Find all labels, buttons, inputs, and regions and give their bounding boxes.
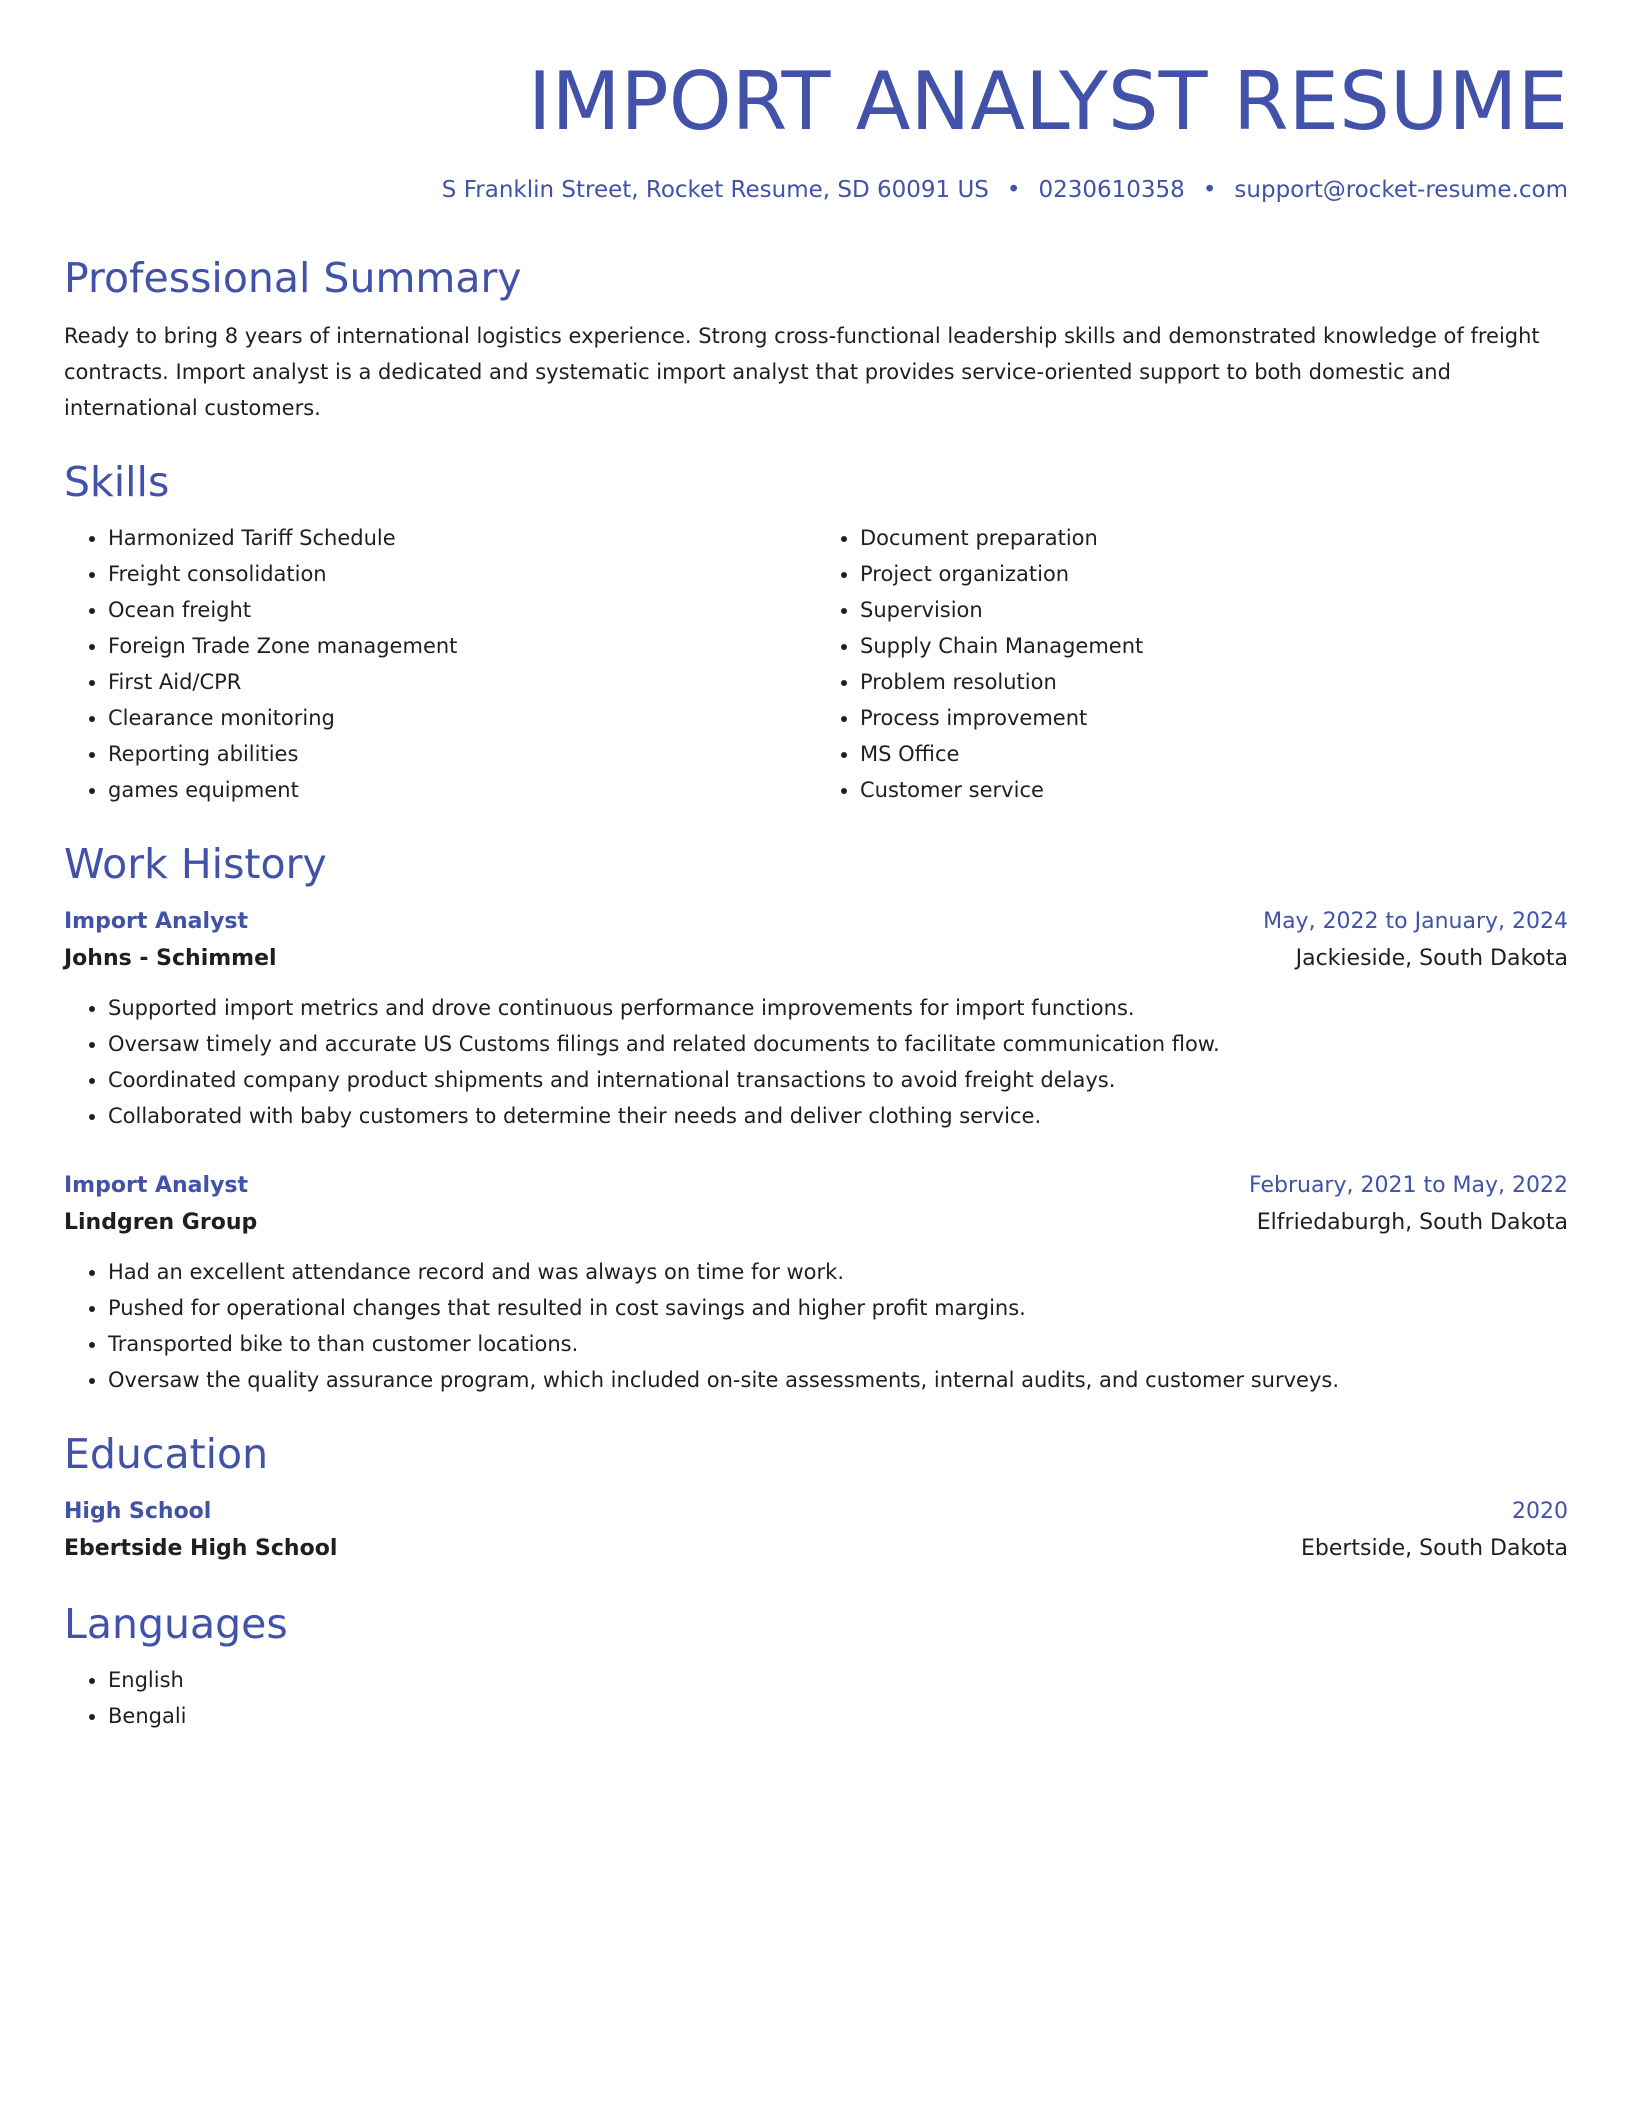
job-bullet: • Oversaw timely and accurate US Customs filings and related documents to facilitate communication flow. <box>108 1026 1568 1062</box>
job-bullet: • Transported bike to than customer locations. <box>108 1326 1568 1362</box>
job-company: Lindgren Group <box>64 1210 258 1235</box>
job-title-row <box>64 1168 1568 1204</box>
job-bullet: • Coordinated company product shipments and international transactions to avoid freight delays. <box>108 1062 1568 1098</box>
skill-item: • Supervision <box>860 592 1568 628</box>
skills-list-right <box>816 520 1568 808</box>
skill-item: • Clearance monitoring <box>108 700 816 736</box>
job-bullet: • Supported import metrics and drove continuous performance improvements for import functions. <box>108 990 1568 1026</box>
contact-separator: • <box>1202 177 1217 203</box>
job-bullet: • Oversaw the quality assurance program, which included on-site assessments, internal audits, and customer surveys. <box>108 1362 1568 1398</box>
job-bullet: • Collaborated with baby customers to determine their needs and deliver clothing service. <box>108 1098 1568 1134</box>
education-degree: High School <box>64 1499 212 1524</box>
skill-item: • Customer service <box>860 772 1568 808</box>
language-item: • Bengali <box>108 1698 1568 1734</box>
skill-item: • Reporting abilities <box>108 736 816 772</box>
job-bullets <box>64 1254 1568 1398</box>
skill-item: • Problem resolution <box>860 664 1568 700</box>
language-item: • English <box>108 1662 1568 1698</box>
education-location: Ebertside, South Dakota <box>1300 1536 1568 1561</box>
skill-item: • Document preparation <box>860 520 1568 556</box>
skills-grid <box>64 520 1568 808</box>
summary-heading: Professional Summary <box>64 254 522 302</box>
skills-list-left <box>64 520 816 808</box>
skill-item: • games equipment <box>108 772 816 808</box>
contact-separator: • <box>1006 177 1021 203</box>
job-entry <box>64 1168 1568 1398</box>
skill-item: • Foreign Trade Zone management <box>108 628 816 664</box>
skill-item: • MS Office <box>860 736 1568 772</box>
job-bullets <box>64 990 1568 1134</box>
languages-heading: Languages <box>64 1600 288 1648</box>
contact-address: S Franklin Street, Rocket Resume, SD 60091 US <box>441 177 989 203</box>
summary-text: Ready to bring 8 years of international logistics experience. Strong cross-functional leadership skills and demonstrated knowledge of freight contracts. Import analyst is a dedicated and systematic import analyst that provides service-oriented support to both domestic and international customers. <box>64 324 1540 420</box>
skill-item: • Ocean freight <box>108 592 816 628</box>
skill-item: • Project organization <box>860 556 1568 592</box>
job-location: Elfriedaburgh, South Dakota <box>1256 1210 1568 1235</box>
education-school-row <box>64 1530 1568 1568</box>
job-dates: February, 2021 to May, 2022 <box>1249 1173 1568 1198</box>
skill-item: • Process improvement <box>860 700 1568 736</box>
job-title: Import Analyst <box>64 909 249 934</box>
education-entry <box>64 1494 1568 1568</box>
contact-email: support@rocket-resume.com <box>1234 177 1568 203</box>
resume-title: IMPORT ANALYST RESUME <box>527 55 1568 148</box>
skills-heading: Skills <box>64 458 170 506</box>
job-company-row <box>64 940 1568 978</box>
job-title: Import Analyst <box>64 1173 249 1198</box>
job-location: Jackieside, South Dakota <box>1295 946 1568 971</box>
education-school: Ebertside High School <box>64 1536 338 1561</box>
skill-item: • First Aid/CPR <box>108 664 816 700</box>
education-year: 2020 <box>1512 1499 1568 1524</box>
education-heading: Education <box>64 1430 269 1478</box>
work-history-heading: Work History <box>64 840 327 888</box>
job-entry <box>64 904 1568 1134</box>
job-company: Johns - Schimmel <box>64 946 277 971</box>
contact-phone: 0230610358 <box>1038 177 1185 203</box>
skill-item: • Supply Chain Management <box>860 628 1568 664</box>
job-company-row <box>64 1204 1568 1242</box>
job-bullet: • Had an excellent attendance record and was always on time for work. <box>108 1254 1568 1290</box>
job-bullet: • Pushed for operational changes that resulted in cost savings and higher profit margins. <box>108 1290 1568 1326</box>
job-dates: May, 2022 to January, 2024 <box>1263 909 1568 934</box>
education-degree-row <box>64 1494 1568 1530</box>
job-title-row <box>64 904 1568 940</box>
languages-list <box>64 1662 1568 1734</box>
skill-item: • Harmonized Tariff Schedule <box>108 520 816 556</box>
contact-line <box>64 174 1568 206</box>
skill-item: • Freight consolidation <box>108 556 816 592</box>
